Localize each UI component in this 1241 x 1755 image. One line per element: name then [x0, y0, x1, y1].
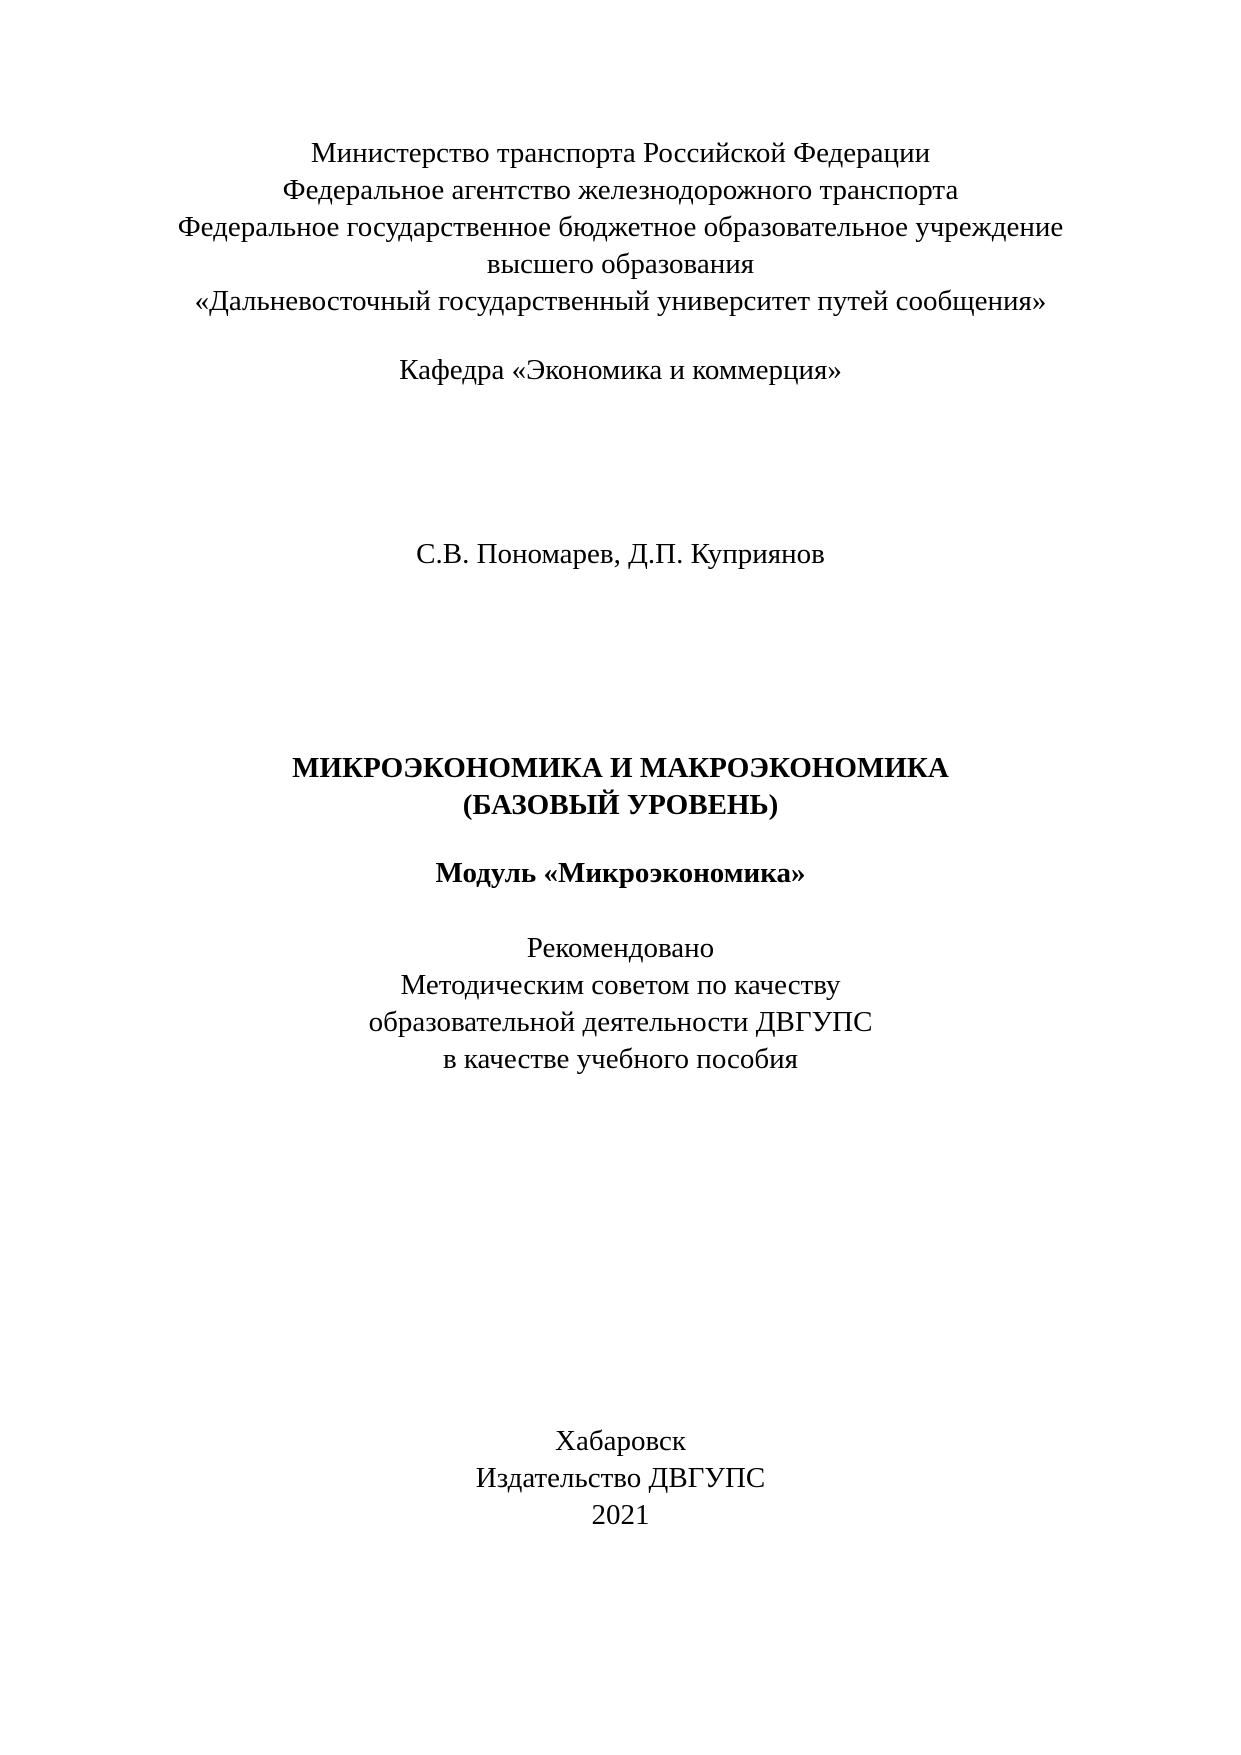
title-line-2: (БАЗОВЫЙ УРОВЕНЬ)	[462, 789, 779, 821]
authors-line: С.В. Пономарев, Д.П. Куприянов	[416, 538, 825, 570]
recommendation-line-2: Методическим советом по качеству	[400, 969, 841, 1001]
recommendation	[0, 930, 1241, 1078]
title-line-1: МИКРОЭКОНОМИКА И МАКРОЭКОНОМИКА	[292, 752, 949, 784]
department-line: Кафедра «Экономика и коммерция»	[399, 354, 842, 386]
imprint	[0, 1423, 1241, 1534]
education-level-line: высшего образования	[486, 248, 755, 280]
authors	[0, 536, 1241, 573]
module-line: Модуль «Микроэкономика»	[435, 857, 806, 889]
institution-header	[0, 135, 1241, 320]
agency-line: Федеральное агентство железнодорожного транспорта	[282, 174, 959, 206]
imprint-city: Хабаровск	[555, 1425, 686, 1457]
document-title	[0, 750, 1241, 824]
institution-type-line: Федеральное государственное бюджетное образовательное учреждение	[177, 211, 1064, 243]
recommendation-line-1: Рекомендовано	[526, 932, 715, 964]
ministry-line: Министерство транспорта Российской Федерации	[310, 137, 931, 169]
recommendation-line-4: в качестве учебного пособия	[442, 1043, 799, 1075]
recommendation-line-3: образовательной деятельности ДВГУПС	[368, 1006, 873, 1038]
university-name-line: «Дальневосточный государственный университет путей сообщения»	[194, 285, 1047, 317]
department	[0, 352, 1241, 389]
imprint-year: 2021	[591, 1499, 650, 1531]
module-subtitle	[0, 855, 1241, 892]
imprint-publisher: Издательство ДВГУПС	[475, 1462, 766, 1494]
